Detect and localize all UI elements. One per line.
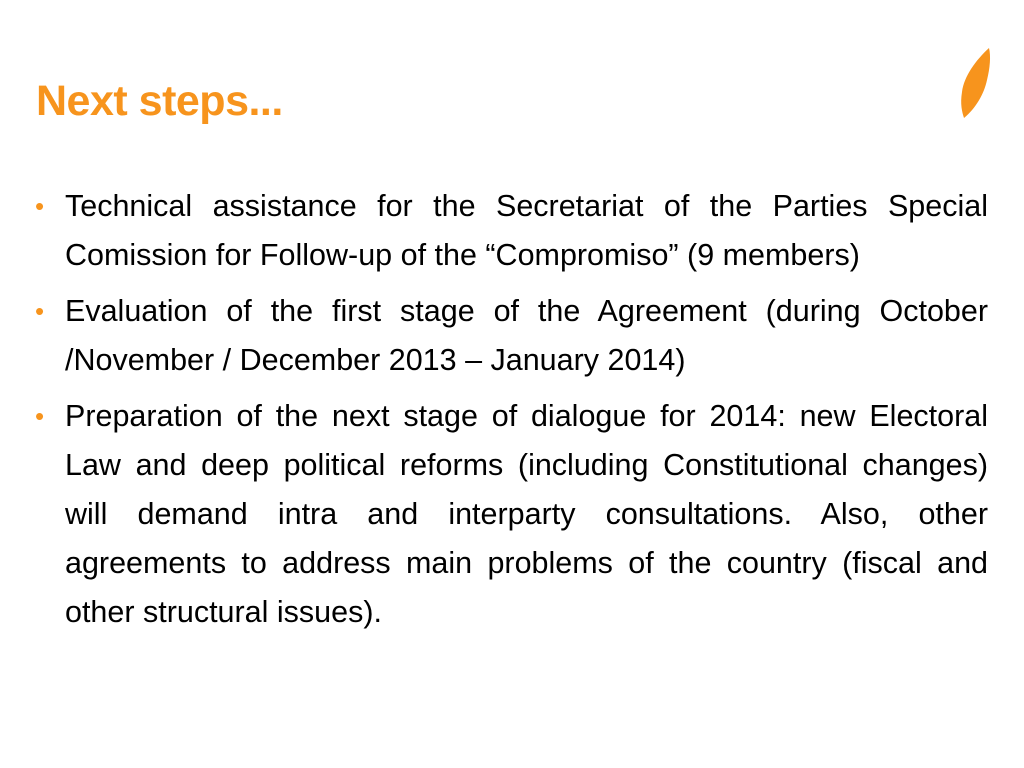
orange-leaf-icon bbox=[956, 46, 992, 120]
bullet-item bbox=[36, 182, 988, 280]
bullet-text: Preparation of the next stage of dialogue for 2014: new Electoral Law and deep political reforms (including Constitutional changes) will demand intra and interparty consultations. Also, other agreements to address main problems of the country (fiscal and other structural issues). bbox=[65, 399, 988, 629]
bullet-item bbox=[36, 392, 988, 637]
bullet-marker: • bbox=[35, 191, 45, 221]
bullet-marker: • bbox=[35, 401, 45, 431]
bullet-text: Technical assistance for the Secretariat of the Parties Special Comission for Follow-up of the “Compromiso” (9 members) bbox=[65, 189, 988, 272]
leaf-shape bbox=[961, 48, 990, 118]
bullet-item bbox=[36, 287, 988, 385]
bullet-marker: • bbox=[35, 296, 45, 326]
bullet-text: Evaluation of the first stage of the Agreement (during October /November / December 2013 – January 2014) bbox=[65, 294, 988, 377]
slide-title: Next steps... bbox=[36, 77, 283, 125]
bullet-list bbox=[36, 182, 988, 644]
